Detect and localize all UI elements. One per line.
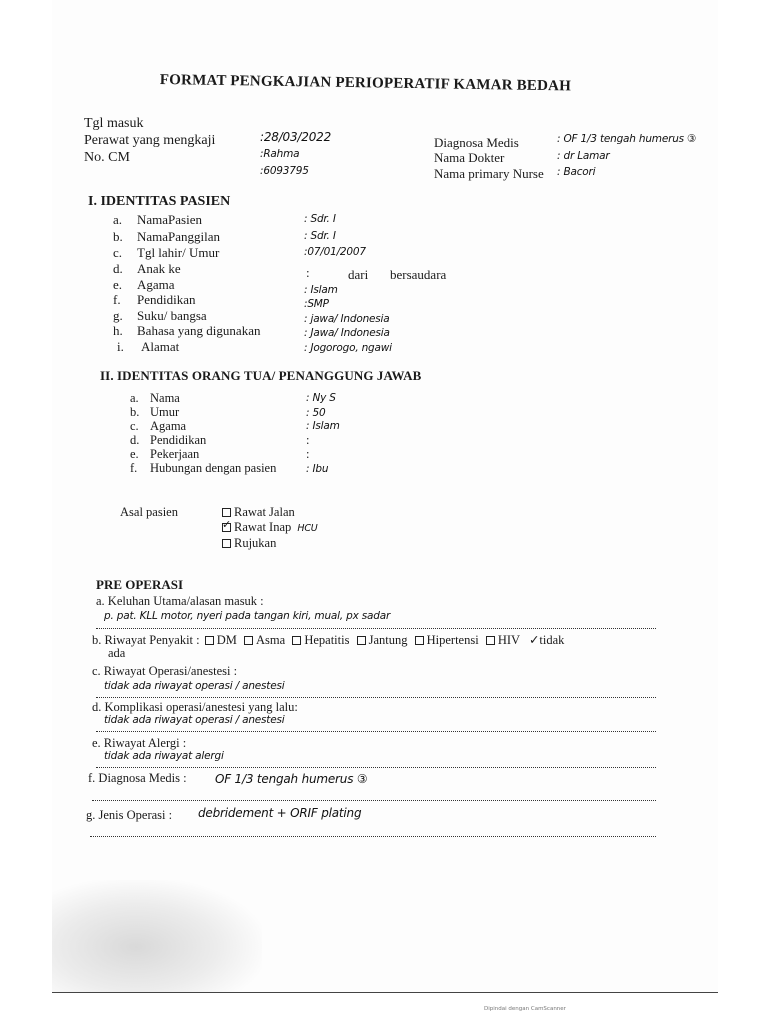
checkbox-dm[interactable] [205, 636, 214, 645]
wali-value-hubungan: : Ibu [306, 463, 329, 475]
pasien-letter: f. [113, 292, 121, 307]
pasien-letter: d. [113, 261, 123, 276]
asal-pasien-label: Asal pasien [120, 505, 178, 519]
check-icon: ✓ [528, 633, 540, 647]
jenis-operasi-value: debridement + ORIF plating [198, 806, 362, 820]
asal-option-rawat-jalan[interactable] [222, 505, 295, 520]
pasien-label-suku: Suku/ bangsa [137, 308, 207, 323]
dotted-line [92, 800, 656, 801]
pasien-letter: b. [113, 229, 123, 244]
wali-label-nama: Nama [150, 391, 180, 405]
wali-letter: a. [130, 391, 139, 405]
dotted-line [96, 731, 656, 732]
pasien-letter: a. [113, 212, 123, 227]
header-label-primary-nurse: Nama primary Nurse [434, 166, 544, 181]
dotted-line [90, 836, 656, 837]
riwayat-operasi-value: tidak ada riwayat operasi / anestesi [104, 680, 285, 692]
riwayat-penyakit-row [92, 632, 564, 648]
document-title: FORMAT PENGKAJIAN PERIOPERATIF KAMAR BEDAH [159, 72, 572, 95]
pasien-value-suku: : jawa/ Indonesia [304, 313, 390, 325]
header-value-no-cm: :6093795 [260, 165, 309, 177]
asal-option-label: Rujukan [234, 536, 277, 550]
dotted-line [96, 767, 656, 768]
checkbox-hepatitis[interactable] [292, 636, 301, 645]
riwayat-tidak: tidak [539, 633, 565, 647]
header-value-perawat: :Rahma [260, 148, 300, 160]
pasien-value-nama: : Sdr. I [304, 213, 336, 225]
checkbox-hiv[interactable] [486, 636, 495, 645]
keluhan-value: p. pat. KLL motor, nyeri pada tangan kiri, mual, px sadar [104, 610, 391, 622]
pasien-dari: dari [348, 267, 369, 282]
pasien-letter: i. [117, 339, 124, 354]
header-label-perawat: Perawat yang mengkaji [84, 133, 216, 148]
wali-value-agama: : Islam [306, 420, 340, 432]
pasien-label-tgl-lahir: Tgl lahir/ Umur [137, 245, 220, 260]
riwayat-option: Hepatitis [304, 633, 350, 647]
asal-option-rujukan[interactable] [222, 536, 276, 551]
pasien-value-agama: : Islam [304, 284, 338, 296]
pasien-value-panggilan: : Sdr. I [304, 230, 336, 242]
komplikasi-value: tidak ada riwayat operasi / anestesi [104, 714, 285, 726]
pasien-value-anak-ke: : [306, 265, 310, 280]
pasien-value-pendidikan: :SMP [304, 298, 329, 310]
wali-label-agama: Agama [150, 419, 187, 433]
riwayat-option: Asma [256, 633, 286, 647]
header-value-diagnosa: : OF 1/3 tengah humerus ③ [557, 133, 697, 145]
checkbox-rujukan[interactable] [222, 539, 231, 548]
wali-letter: b. [130, 405, 140, 419]
riwayat-ada: ada [108, 646, 126, 660]
check-icon: ✓ [222, 517, 232, 531]
scanner-footer: Dipindai dengan CamScanner [484, 1006, 566, 1012]
riwayat-penyakit-label: b. Riwayat Penyakit : [92, 633, 200, 647]
diagnosa-label: f. Diagnosa Medis : [88, 771, 187, 785]
alergi-label: e. Riwayat Alergi : [92, 736, 187, 750]
pasien-letter: e. [113, 277, 123, 292]
riwayat-operasi-label: c. Riwayat Operasi/anestesi : [92, 664, 238, 678]
asal-option-label: Rawat Inap [234, 520, 292, 534]
dotted-line [96, 697, 656, 698]
scan-shadow [52, 880, 262, 992]
pasien-value-alamat: : Jogorogo, ngawi [304, 342, 392, 354]
pasien-value-tgl-lahir: :07/01/2007 [304, 246, 366, 258]
page-edge [52, 992, 718, 993]
section-identitas-pasien-heading: I. IDENTITAS PASIEN [88, 194, 231, 209]
pasien-value-bahasa: : Jawa/ Indonesia [304, 327, 390, 339]
pasien-label-alamat: Alamat [141, 339, 180, 354]
asal-option-label: Rawat Jalan [234, 505, 295, 519]
pasien-letter: g. [113, 308, 123, 323]
asal-option-note: HCU [297, 523, 318, 534]
alergi-value: tidak ada riwayat alergi [104, 750, 224, 762]
checkbox-hipertensi[interactable] [415, 636, 424, 645]
header-value-primary-nurse: : Bacori [557, 166, 596, 178]
wali-letter: d. [130, 433, 140, 447]
wali-label-umur: Umur [150, 405, 180, 419]
header-value-tgl: :28/03/2022 [260, 130, 332, 144]
wali-value-pendidikan: : [306, 433, 310, 447]
checkbox-rawat-jalan[interactable] [222, 508, 231, 517]
wali-value-pekerjaan: : [306, 447, 310, 461]
header-label-tgl-masuk: Tgl masuk [84, 116, 144, 131]
wali-label-hubungan: Hubungan dengan pasien [150, 461, 277, 475]
asal-option-rawat-inap[interactable] [222, 517, 318, 535]
riwayat-option: HIV [497, 633, 520, 647]
pasien-letter: c. [113, 245, 123, 260]
pasien-label-bahasa: Bahasa yang digunakan [137, 323, 261, 338]
pasien-label-panggilan: NamaPanggilan [137, 229, 221, 244]
pasien-label-pendidikan: Pendidikan [137, 292, 196, 307]
header-label-no-cm: No. CM [84, 150, 130, 165]
wali-letter: e. [130, 447, 139, 461]
riwayat-option: Hipertensi [426, 633, 479, 647]
diagnosa-value: OF 1/3 tengah humerus ③ [215, 772, 368, 786]
header-value-dokter: : dr Lamar [557, 150, 610, 162]
pasien-label-nama: NamaPasien [137, 212, 202, 227]
wali-label-pendidikan: Pendidikan [150, 433, 207, 447]
pasien-bersaudara: bersaudara [390, 267, 447, 282]
riwayat-option: DM [216, 633, 237, 647]
wali-letter: f. [130, 461, 138, 475]
pasien-label-anak-ke: Anak ke [137, 261, 181, 276]
wali-value-nama: : Ny S [306, 392, 336, 404]
section-orang-tua-heading: II. IDENTITAS ORANG TUA/ PENANGGUNG JAWAB [100, 368, 422, 383]
pasien-letter: h. [113, 323, 123, 338]
pre-operasi-heading: PRE OPERASI [96, 577, 184, 592]
wali-value-umur: : 50 [306, 407, 326, 419]
komplikasi-label: d. Komplikasi operasi/anestesi yang lalu: [92, 700, 298, 714]
jenis-operasi-label: g. Jenis Operasi : [86, 808, 173, 822]
riwayat-option: Jantung [368, 633, 408, 647]
checkbox-asma[interactable] [244, 636, 253, 645]
header-label-diagnosa: Diagnosa Medis [434, 135, 519, 150]
wali-letter: c. [130, 419, 139, 433]
keluhan-label: a. Keluhan Utama/alasan masuk : [96, 594, 264, 608]
checkbox-rawat-inap[interactable] [222, 517, 232, 532]
checkbox-jantung[interactable] [357, 636, 366, 645]
wali-label-pekerjaan: Pekerjaan [150, 447, 200, 461]
dotted-line [96, 628, 656, 629]
pasien-label-agama: Agama [137, 277, 175, 292]
header-label-dokter: Nama Dokter [434, 150, 505, 165]
